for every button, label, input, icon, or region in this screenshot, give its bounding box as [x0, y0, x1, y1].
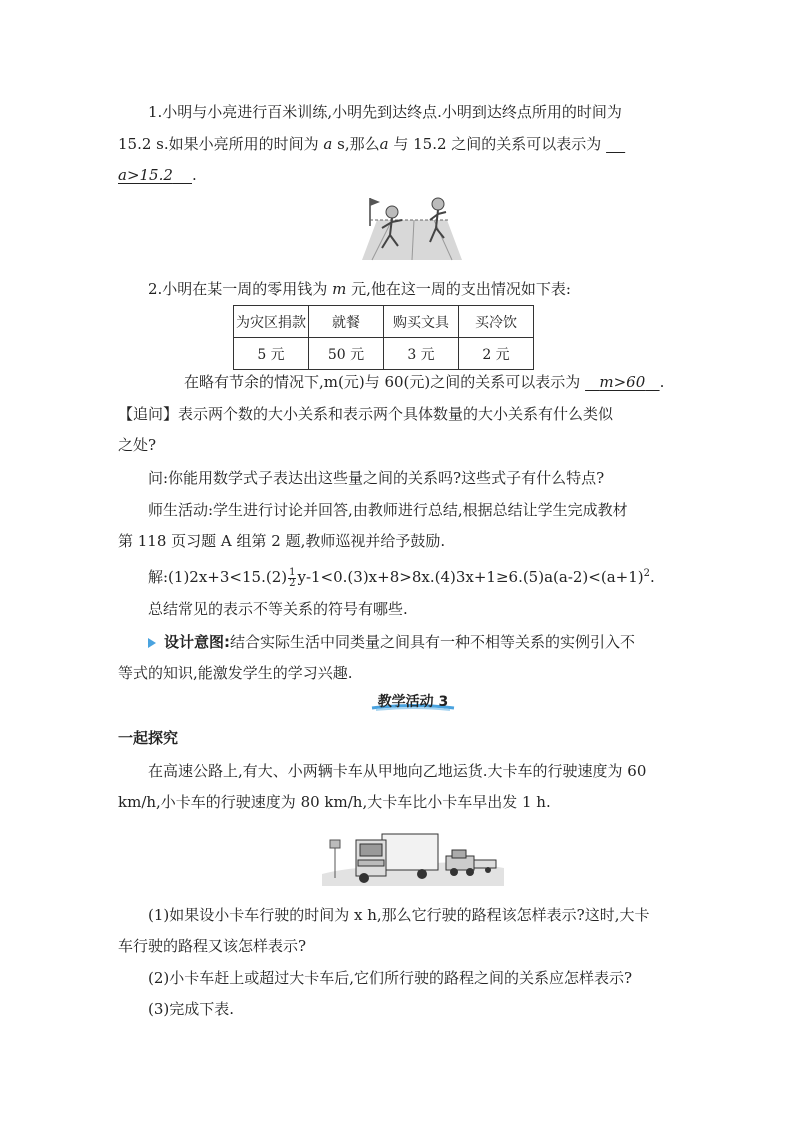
q2-intro-a: 2.小明在某一周的零用钱为 — [148, 280, 328, 298]
table-cell: 5 元 — [234, 338, 309, 370]
followup-line2: 之处? — [118, 436, 157, 454]
explore-heading: 一起探究 — [118, 729, 179, 747]
q1-blank-start — [606, 135, 625, 153]
explore-line1: 在高速公路上,有大、小两辆卡车从甲地向乙地运货.大卡车的行驶速度为 60 — [148, 762, 647, 780]
solution-line — [148, 563, 655, 589]
table-header-cell: 购买文具 — [384, 306, 459, 338]
table-header-cell: 买冷饮 — [459, 306, 534, 338]
q1-line2 — [118, 133, 625, 155]
q1-line2-b: s,那么 — [337, 135, 380, 153]
table-cell: 50 元 — [309, 338, 384, 370]
activity-banner — [370, 690, 456, 712]
item1-line1: (1)如果设小卡车行驶的时间为 x h,那么它行驶的路程该怎样表示?这时,大卡 — [148, 906, 650, 924]
table-cell: 2 元 — [459, 338, 534, 370]
activity-line2: 第 118 页习题 A 组第 2 题,教师巡视并给予鼓励. — [118, 532, 446, 550]
trucks-illustration — [322, 826, 504, 890]
item3: (3)完成下表. — [148, 1000, 235, 1018]
followup-line1: 【追问】表示两个数的大小关系和表示两个具体数量的大小关系有什么类似 — [118, 405, 614, 423]
q2-blank-pad — [585, 373, 599, 391]
fraction-denominator: 2 — [289, 577, 296, 589]
q2-intro-b: 元,他在这一周的支出情况如下表: — [351, 280, 571, 298]
q2-intro — [148, 278, 571, 300]
runners-illustration — [352, 190, 472, 266]
design-line1 — [148, 631, 635, 653]
solution-prefix: 解:(1)2x+3<15.(2) — [148, 568, 288, 586]
design-text1: 结合实际生活中同类量之间具有一种不相等关系的实例引入不 — [230, 633, 636, 651]
solution-exponent: 2 — [643, 568, 650, 579]
table-header-cell: 为灾区捐款 — [234, 306, 309, 338]
table-row — [234, 306, 534, 338]
q1-var-a-2: a — [379, 135, 389, 153]
question-line: 问:你能用数学式子表达出这些量之间的关系吗?这些式子有什么特点? — [148, 469, 605, 487]
item2: (2)小卡车赶上或超过大卡车后,它们所行驶的路程之间的关系应怎样表示? — [148, 969, 633, 987]
spending-table — [233, 305, 534, 370]
design-line2: 等式的知识,能激发学生的学习兴趣. — [118, 664, 353, 682]
item1-line2: 车行驶的路程又该怎样表示? — [118, 937, 307, 955]
q1-answer-line — [118, 164, 197, 186]
fraction-numerator: 1 — [289, 566, 296, 578]
q2-var-m: m — [332, 280, 347, 298]
q1-line2-c: 与 15.2 之间的关系可以表示为 — [393, 135, 602, 153]
explore-line2: km/h,小卡车的行驶速度为 80 km/h,大卡车比小卡车早出发 1 h. — [118, 793, 551, 811]
q1-var-a: a — [323, 135, 333, 153]
table-row — [234, 338, 534, 370]
q2-relation: 在略有节余的情况下,m(元)与 60(元)之间的关系可以表示为 — [184, 373, 581, 391]
q1-line2-a: 15.2 s.如果小亮所用的时间为 — [118, 135, 319, 153]
solution-rest: y-1<0.(3)x+8>8x.(4)3x+1≥6.(5)a(a-2)<(a+1) — [297, 568, 644, 586]
q2-answer: m>60 — [599, 373, 646, 391]
q1-answer-pad — [173, 166, 192, 184]
triangle-bullet-icon — [148, 638, 156, 648]
activity-line1: 师生活动:学生进行讨论并回答,由教师进行总结,根据总结让学生完成教材 — [148, 501, 628, 519]
table-cell: 3 元 — [384, 338, 459, 370]
summary-line: 总结常见的表示不等关系的符号有哪些. — [148, 600, 408, 618]
solution-end: . — [650, 568, 655, 586]
table-header-cell: 就餐 — [309, 306, 384, 338]
q2-end: . — [659, 373, 665, 391]
q1-line1: 1.小明与小亮进行百米训练,小明先到达终点.小明到达终点所用的时间为 — [148, 103, 622, 121]
q1-end: . — [192, 166, 197, 184]
q2-blank-pad-2 — [645, 373, 659, 391]
q1-answer: a>15.2 — [118, 166, 173, 184]
fraction — [288, 568, 296, 589]
banner-title: 教学活动 3 — [377, 694, 449, 710]
q2-relation-line — [184, 371, 664, 393]
design-label: 设计意图: — [164, 633, 230, 651]
